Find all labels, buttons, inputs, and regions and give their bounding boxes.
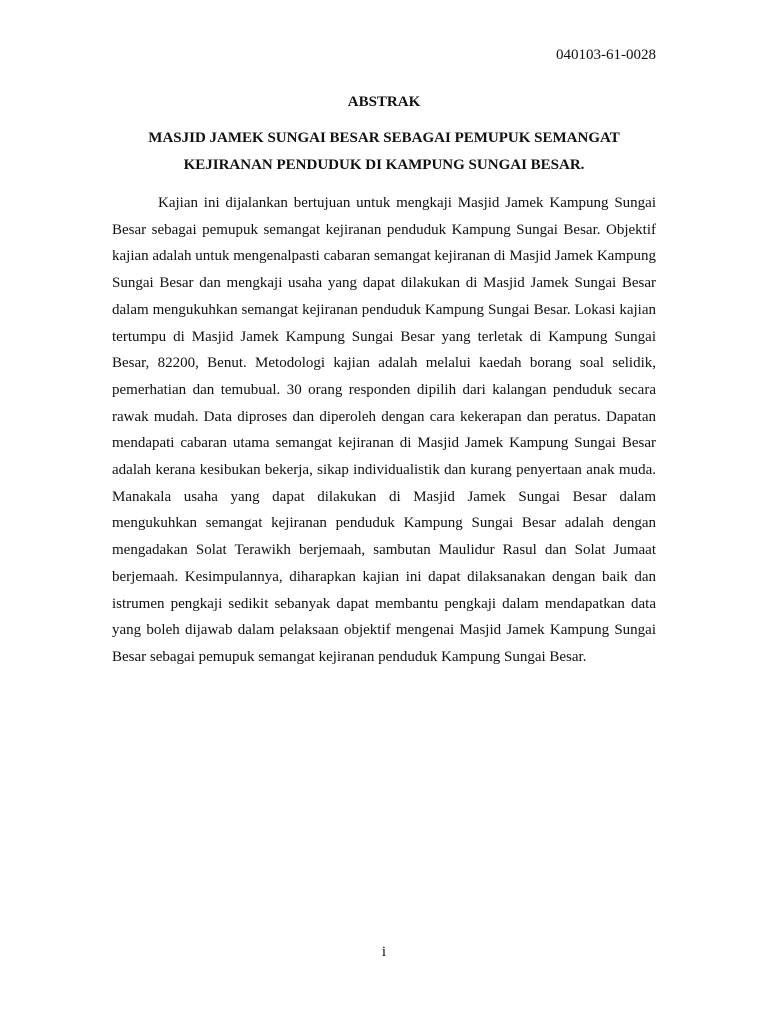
document-title <box>112 125 656 179</box>
abstract-paragraph: Kajian ini dijalankan bertujuan untuk mengkaji Masjid Jamek Kampung Sungai Besar sebagai pemupuk semangat kejiranan penduduk Kampung Sungai Besar. Objektif kajian adalah untuk mengenalpasti cabaran semangat kejiranan di Masjid Jamek Kampung Sungai Besar dan mengkaji usaha yang dapat dilakukan di Masjid Jamek Sungai Besar dalam mengukuhkan semangat kejiranan penduduk Kampung Sungai Besar. Lokasi kajian tertumpu di Masjid Jamek Kampung Sungai Besar yang terletak di Kampung Sungai Besar, 82200, Benut. Metodologi kajian adalah melalui kaedah borang soal selidik, pemerhatian dan temubual. 30 orang responden dipilih dari kalangan penduduk secara rawak mudah. Data diproses dan diperoleh dengan cara kekerapan dan peratus. Dapatan mendapati cabaran utama semangat kejiranan di Masjid Jamek Kampung Sungai Besar adalah kerana kesibukan bekerja, sikap individualistik dan kurang penyertaan anak muda. Manakala usaha yang dapat dilakukan di Masjid Jamek Sungai Besar dalam mengukuhkan semangat kejiranan penduduk Kampung Sungai Besar adalah dengan mengadakan Solat Terawikh berjemaah, sambutan Maulidur Rasul dan Solat Jumaat berjemaah. Kesimpulannya, diharapkan kajian ini dapat dilaksanakan dengan baik dan istrumen pengkaji sedikit sebanyak dapat membantu pengkaji dalam mendapatkan data yang boleh dijawab dalam pelaksaan objektif mengenai Masjid Jamek Kampung Sungai Besar sebagai pemupuk semangat kejiranan penduduk Kampung Sungai Besar. <box>112 195 656 665</box>
title-line-2: KEJIRANAN PENDUDUK DI KAMPUNG SUNGAI BESAR. <box>183 157 585 173</box>
title-line-1: MASJID JAMEK SUNGAI BESAR SEBAGAI PEMUPUK SEMANGAT <box>148 130 620 146</box>
section-heading: ABSTRAK <box>347 94 421 110</box>
reference-number: 040103-61-0028 <box>556 47 656 63</box>
page-number: i <box>381 944 387 960</box>
